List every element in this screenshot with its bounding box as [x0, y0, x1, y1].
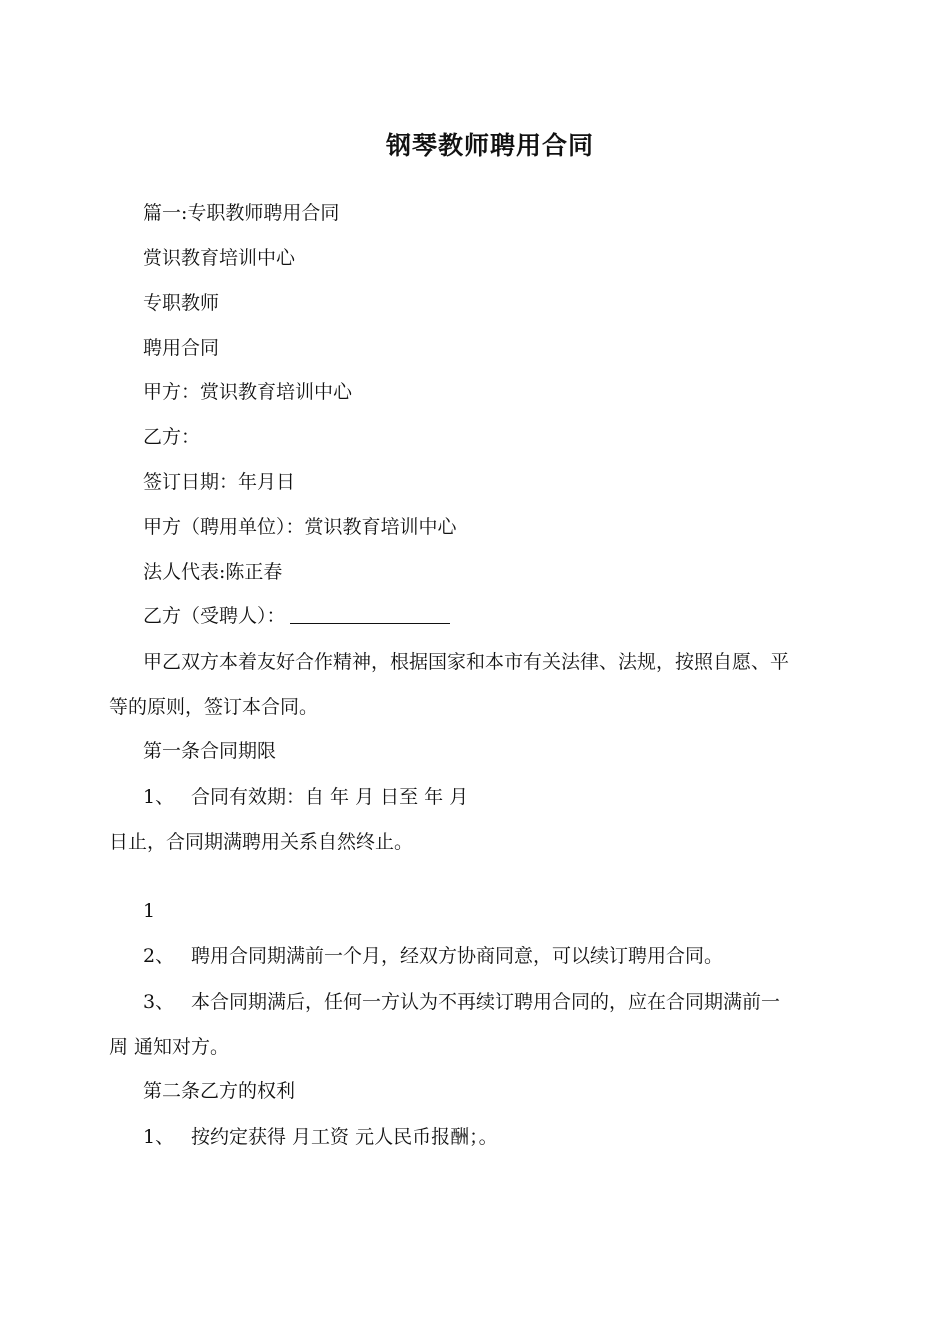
clause-text: 本合同期满后，任何一方认为不再续订聘用合同的，应在合同期满前一 [191, 991, 781, 1013]
clause-text: 合同有效期：自 年 月 日至 年 月 [191, 786, 469, 808]
clause-continuation: 周 通知对方。 [109, 1036, 230, 1058]
clause-text: 聘用合同期满前一个月，经双方协商同意，可以续订聘用合同。 [191, 945, 724, 967]
clause-line [143, 1126, 498, 1148]
paragraph-line: 甲乙双方本着友好合作精神，根据国家和本市有关法律、法规，按照自愿、平 [143, 651, 790, 673]
clause-text: 按约定获得 月工资 元人民币报酬；。 [191, 1126, 498, 1148]
clause-line [143, 991, 780, 1013]
section-heading: 篇一:专职教师聘用合同 [143, 202, 340, 224]
article-heading: 第二条乙方的权利 [143, 1080, 296, 1102]
text-line: 聘用合同 [143, 337, 220, 359]
employee-line [143, 605, 450, 627]
clause-number: 2、 [143, 945, 175, 967]
employee-label: 乙方（受聘人）： [143, 605, 286, 627]
party-b-line: 乙方： [143, 426, 201, 448]
text-line: 专职教师 [143, 292, 220, 314]
document-title: 钢琴教师聘用合同 [385, 131, 594, 160]
party-a-line: 甲方：赏识教育培训中心 [143, 381, 353, 403]
employer-line: 甲方（聘用单位）：赏识教育培训中心 [143, 516, 457, 538]
employee-blank-field [290, 607, 450, 624]
page-number: 1 [143, 900, 156, 922]
clause-number: 1、 [143, 1126, 175, 1148]
legal-representative-line: 法人代表:陈正春 [143, 561, 283, 583]
clause-line [143, 945, 723, 967]
clause-line [143, 786, 468, 808]
paragraph-line: 等的原则，签订本合同。 [109, 696, 319, 718]
text-line: 赏识教育培训中心 [143, 247, 296, 269]
clause-number: 3、 [143, 991, 175, 1013]
clause-continuation: 日止，合同期满聘用关系自然终止。 [109, 831, 414, 853]
clause-number: 1、 [143, 786, 175, 808]
article-heading: 第一条合同期限 [143, 740, 277, 762]
signing-date-line: 签订日期：年月日 [143, 471, 296, 493]
